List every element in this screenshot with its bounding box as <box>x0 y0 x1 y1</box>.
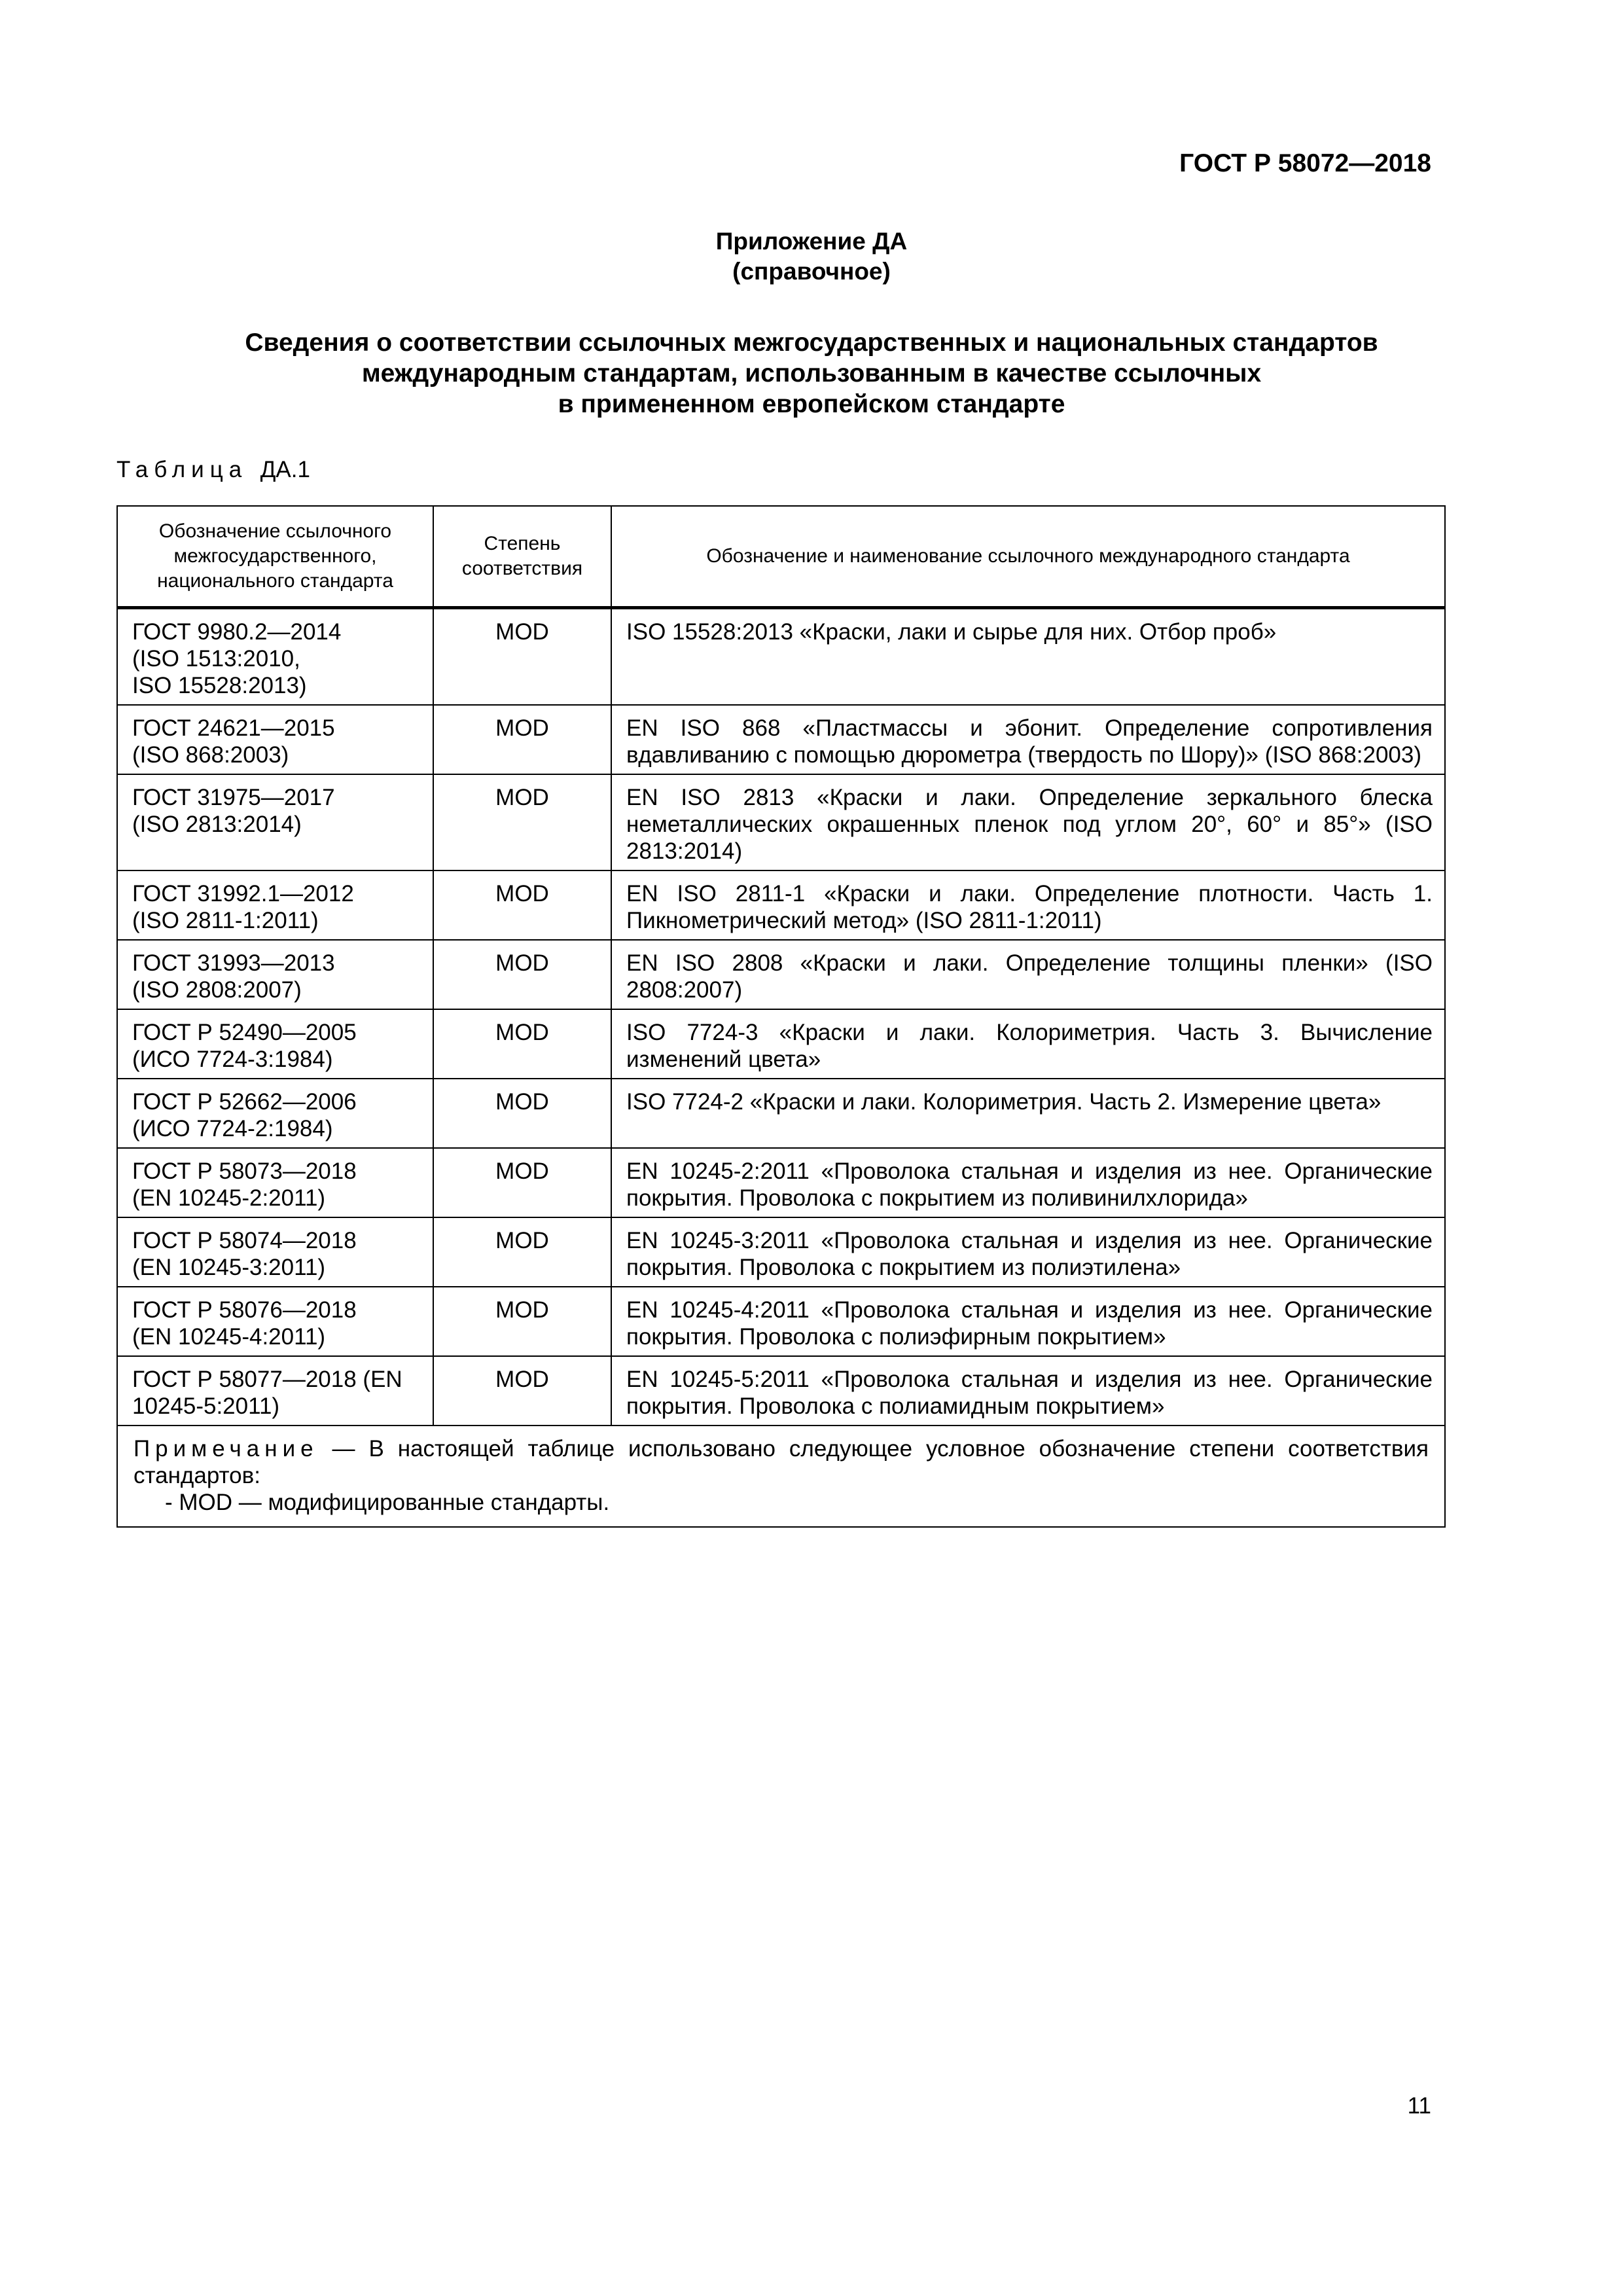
degree-cell: MOD <box>433 1217 611 1287</box>
national-line: (ISO 2808:2007) <box>132 977 302 1003</box>
note-text: — В настоящей таблице использовано следующее условное обозначение степени соответствия стандартов: <box>134 1436 1429 1488</box>
international-standard-cell: ISO 7724-2 «Краски и лаки. Колориметрия. Часть 2. Измерение цвета» <box>611 1079 1445 1148</box>
national-line: ГОСТ Р 58073—2018 <box>132 1158 357 1184</box>
degree-cell: MOD <box>433 1148 611 1217</box>
document-title <box>0 327 1623 420</box>
table-row <box>117 1287 1445 1356</box>
national-line: (ИСО 7724-2:1984) <box>132 1116 333 1141</box>
degree-cell: MOD <box>433 608 611 706</box>
header-degree: Степень соответствия <box>433 506 611 608</box>
table-row <box>117 870 1445 940</box>
table-row <box>117 1079 1445 1148</box>
national-standard-cell <box>117 940 433 1009</box>
degree-cell: MOD <box>433 1009 611 1079</box>
title-line: Сведения о соответствии ссылочных межгосударственных и национальных стандартов <box>245 329 1378 357</box>
national-line: ГОСТ Р 58077—2018 (EN 10245-5:2011) <box>132 1367 402 1419</box>
degree-cell: MOD <box>433 705 611 774</box>
international-standard-cell: EN ISO 2808 «Краски и лаки. Определение толщины пленки» (ISO 2808:2007) <box>611 940 1445 1009</box>
table-row <box>117 1148 1445 1217</box>
international-standard-cell: EN ISO 868 «Пластмассы и эбонит. Определение сопротивления вдавливанию с помощью дюрометра (твердость по Шору)» (ISO 868:2003) <box>611 705 1445 774</box>
international-standard-cell: EN 10245-2:2011 «Проволока стальная и изделия из нее. Органические покрытия. Проволока с покрытием из поливинилхлорида» <box>611 1148 1445 1217</box>
appendix-kind: (справочное) <box>732 258 891 285</box>
table-row <box>117 608 1445 706</box>
national-line: (ISO 2813:2014) <box>132 812 302 837</box>
national-line: ГОСТ 9980.2—2014 <box>132 619 342 645</box>
table-row <box>117 1356 1445 1426</box>
degree-cell: MOD <box>433 940 611 1009</box>
national-standard-cell <box>117 1217 433 1287</box>
note-item: - MOD — модифицированные стандарты. <box>165 1490 610 1515</box>
international-standard-cell: ISO 15528:2013 «Краски, лаки и сырье для них. Отбор проб» <box>611 608 1445 706</box>
table-row <box>117 705 1445 774</box>
national-line: (ИСО 7724-3:1984) <box>132 1047 333 1072</box>
degree-cell: MOD <box>433 870 611 940</box>
header-national-standard: Обозначение ссылочного межгосударственного, национального стандарта <box>117 506 433 608</box>
table-caption-word: Таблица <box>116 457 248 482</box>
national-line: (EN 10245-2:2011) <box>132 1185 326 1211</box>
national-line: (EN 10245-4:2011) <box>132 1324 326 1350</box>
national-line: ГОСТ Р 52490—2005 <box>132 1020 357 1045</box>
national-standard-cell <box>117 1287 433 1356</box>
title-line: международным стандартам, использованным в качестве ссылочных <box>361 359 1262 387</box>
national-standard-cell <box>117 1356 433 1426</box>
national-standard-cell <box>117 705 433 774</box>
national-line: ISO 15528:2013) <box>132 673 307 698</box>
table-row <box>117 774 1445 870</box>
title-line: в примененном европейском стандарте <box>558 390 1065 418</box>
international-standard-cell: EN 10245-3:2011 «Проволока стальная и изделия из нее. Органические покрытия. Проволока с покрытием из полиэтилена» <box>611 1217 1445 1287</box>
national-line: (ISO 868:2003) <box>132 742 289 768</box>
table-caption-id: ДА.1 <box>260 457 310 482</box>
national-standard-cell <box>117 608 433 706</box>
degree-cell: MOD <box>433 1287 611 1356</box>
national-line: (EN 10245-3:2011) <box>132 1255 326 1280</box>
table-row <box>117 940 1445 1009</box>
national-line: ГОСТ Р 58074—2018 <box>132 1228 357 1253</box>
international-standard-cell: ISO 7724-3 «Краски и лаки. Колориметрия. Часть 3. Вычисление изменений цвета» <box>611 1009 1445 1079</box>
international-standard-cell: EN ISO 2811-1 «Краски и лаки. Определение плотности. Часть 1. Пикнометрический метод» (ISO 2811-1:2011) <box>611 870 1445 940</box>
page-number: 11 <box>1407 2093 1431 2119</box>
national-standard-cell <box>117 870 433 940</box>
national-line: ГОСТ Р 52662—2006 <box>132 1089 357 1115</box>
table-row <box>117 1009 1445 1079</box>
national-line: (ISO 2811-1:2011) <box>132 908 319 933</box>
national-standard-cell <box>117 1079 433 1148</box>
note-lead: Примечание <box>134 1436 319 1462</box>
national-standard-cell <box>117 774 433 870</box>
national-standard-cell <box>117 1148 433 1217</box>
degree-cell: MOD <box>433 1356 611 1426</box>
table-caption <box>116 457 310 483</box>
international-standard-cell: EN 10245-4:2011 «Проволока стальная и изделия из нее. Органические покрытия. Проволока с полиэфирным покрытием» <box>611 1287 1445 1356</box>
table-header-row <box>117 506 1445 608</box>
national-line: ГОСТ Р 58076—2018 <box>132 1297 357 1323</box>
national-line: ГОСТ 31992.1—2012 <box>132 881 354 906</box>
table-note <box>117 1426 1445 1527</box>
appendix-title: Приложение ДА <box>715 228 908 255</box>
international-standard-cell: EN ISO 2813 «Краски и лаки. Определение зеркального блеска неметаллических окрашенных пленок под углом 20°, 60° и 85°» (ISO 2813:2014) <box>611 774 1445 870</box>
degree-cell: MOD <box>433 1079 611 1148</box>
international-standard-cell: EN 10245-5:2011 «Проволока стальная и изделия из нее. Органические покрытия. Проволока с полиамидным покрытием» <box>611 1356 1445 1426</box>
national-line: (ISO 1513:2010, <box>132 646 300 672</box>
table-row <box>117 1217 1445 1287</box>
table-note-row <box>117 1426 1445 1527</box>
national-line: ГОСТ 24621—2015 <box>132 715 335 741</box>
degree-cell: MOD <box>433 774 611 870</box>
reference-standards-table <box>116 505 1446 1528</box>
document-code: ГОСТ Р 58072—2018 <box>1179 149 1431 177</box>
header-international-standard: Обозначение и наименование ссылочного международного стандарта <box>611 506 1445 608</box>
national-line: ГОСТ 31993—2013 <box>132 950 335 976</box>
national-standard-cell <box>117 1009 433 1079</box>
national-line: ГОСТ 31975—2017 <box>132 785 335 810</box>
